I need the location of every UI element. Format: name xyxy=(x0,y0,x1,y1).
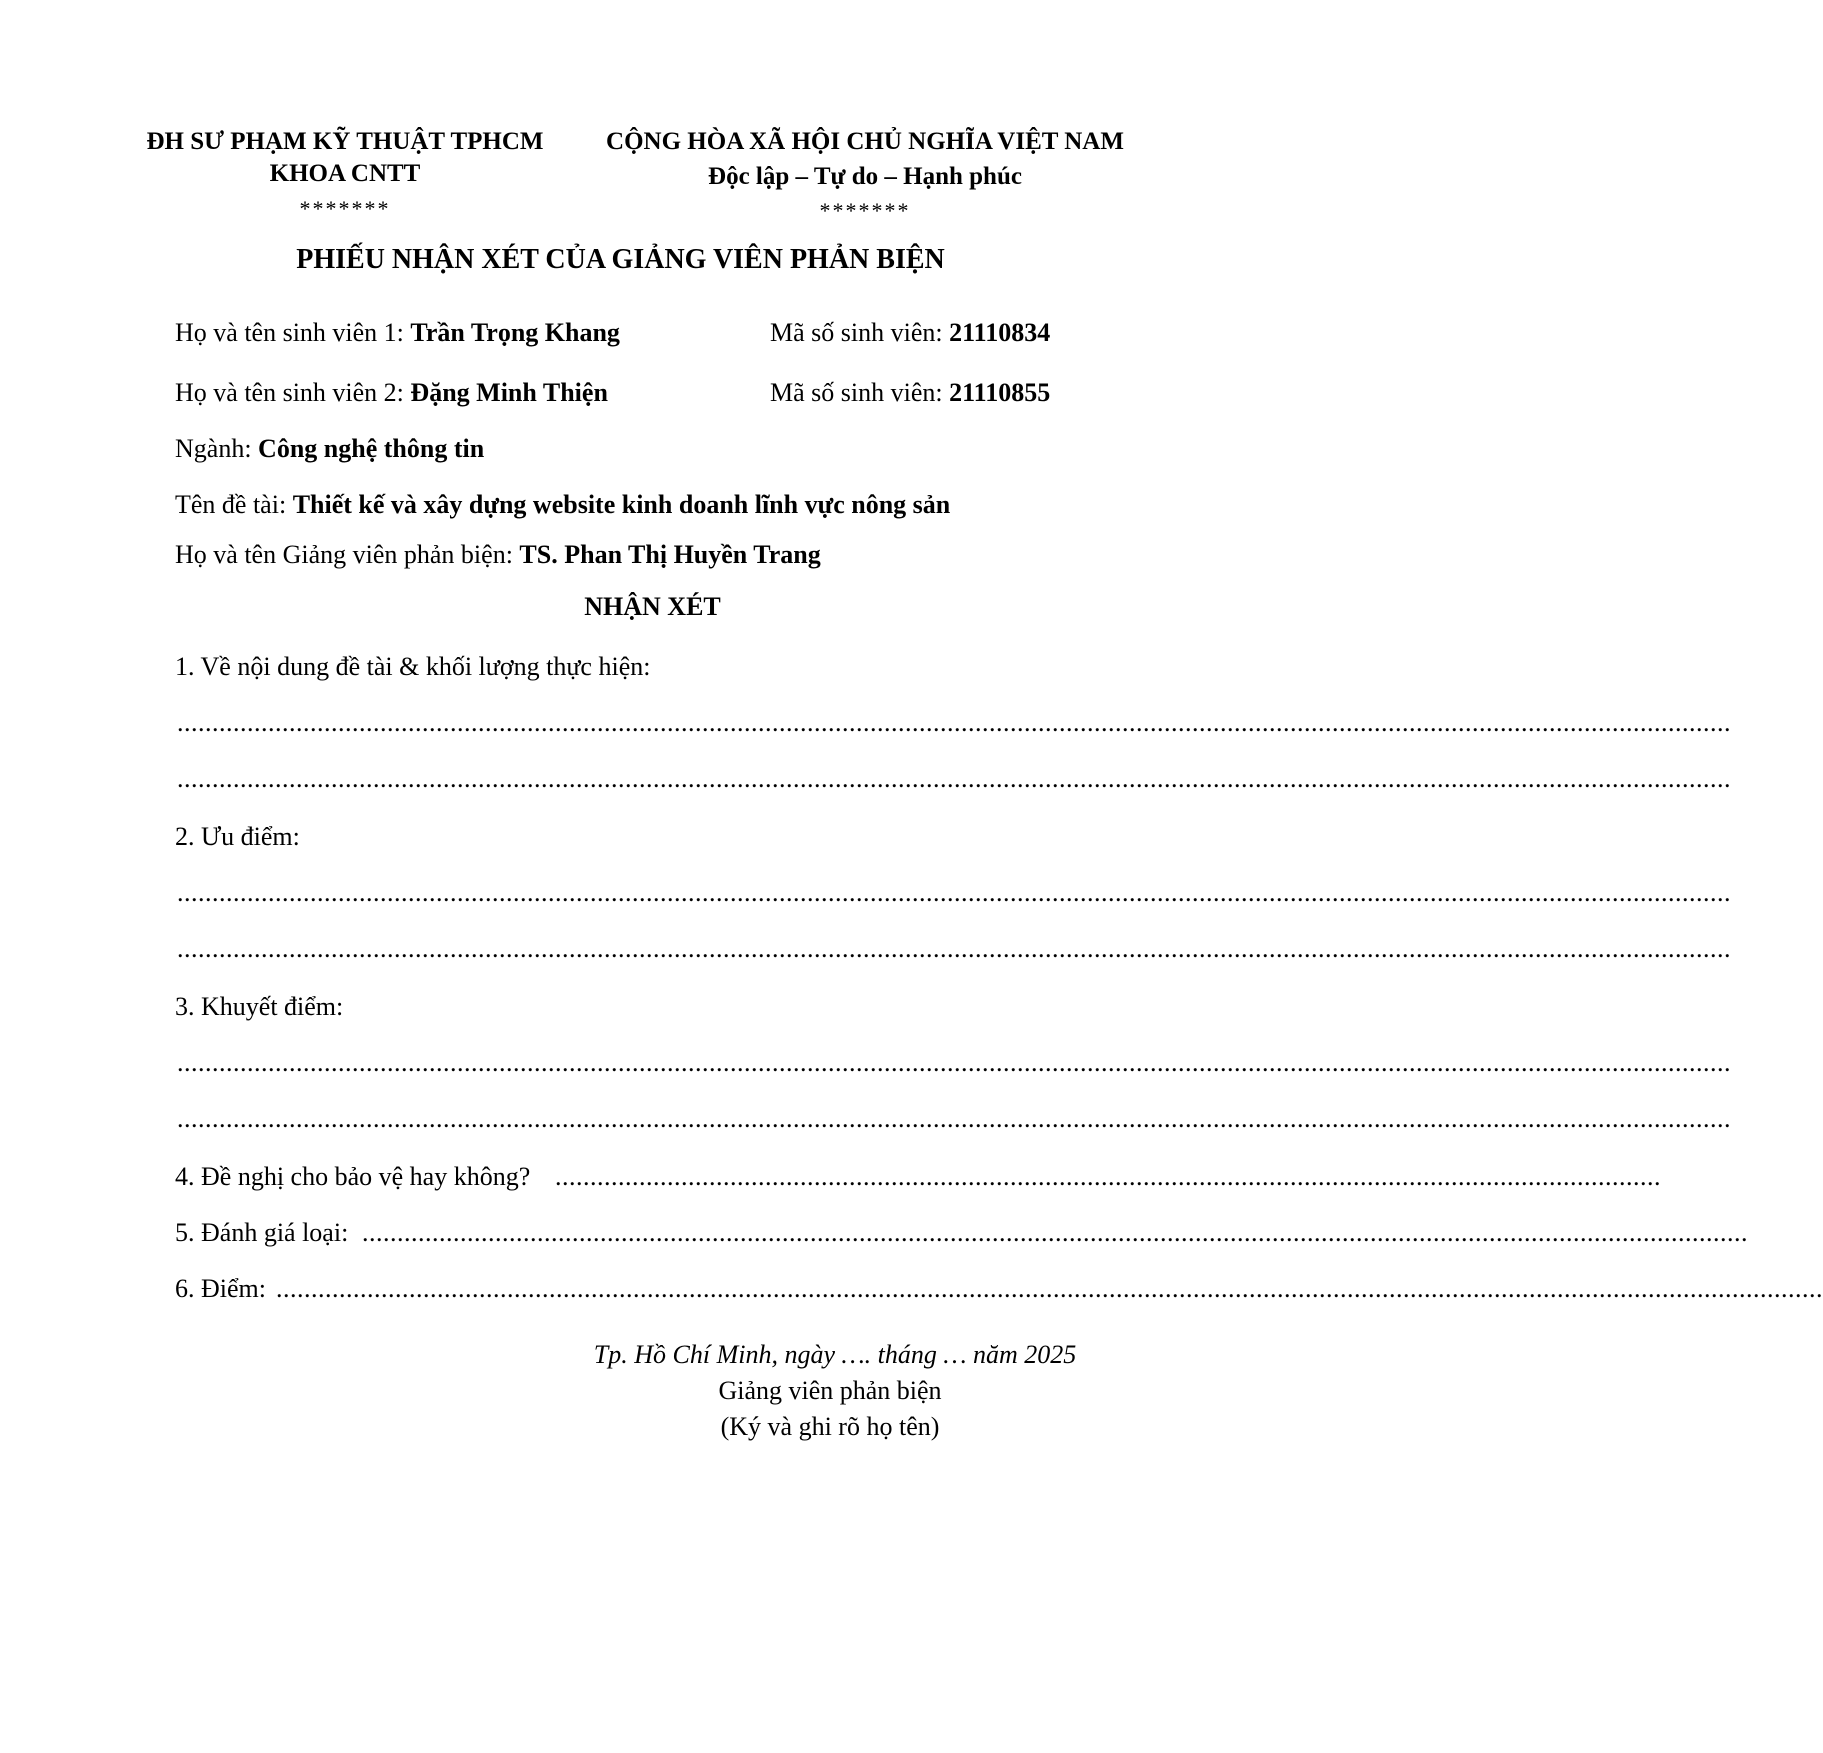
university-name: ĐH SƯ PHẠM KỸ THUẬT TPHCM xyxy=(146,128,544,155)
student-2-id-label: Mã số sinh viên: xyxy=(770,378,943,407)
student-2-name: Đặng Minh Thiện xyxy=(410,378,608,407)
student-1-id: 21110834 xyxy=(949,318,1051,347)
reviewer-row xyxy=(175,540,821,570)
answer-1-line-1[interactable]: .............................................................................................................................................................................................................................. xyxy=(177,708,1731,737)
student-2-name-label: Họ và tên sinh viên 2: xyxy=(175,378,404,407)
answer-3-line-2[interactable]: .............................................................................................................................................................................................................................. xyxy=(177,1104,1731,1133)
national-motto: Độc lập – Tự do – Hạnh phúc xyxy=(708,163,1022,190)
student-1-name-label: Họ và tên sinh viên 1: xyxy=(175,318,404,347)
reviewer-label: Họ và tên Giảng viên phản biện: xyxy=(175,540,513,569)
signer-title: Giảng viên phản biện xyxy=(718,1376,942,1405)
topic-row xyxy=(175,490,950,520)
signature-note: (Ký và ghi rõ họ tên) xyxy=(720,1412,940,1441)
date-line: Tp. Hồ Chí Minh, ngày …. tháng … năm 2025 xyxy=(593,1340,1077,1369)
major-row xyxy=(175,434,484,464)
answer-1-line-2[interactable]: .............................................................................................................................................................................................................................. xyxy=(177,764,1731,793)
question-3-label: 3. Khuyết điểm: xyxy=(175,992,344,1021)
reviewer-value: TS. Phan Thị Huyền Trang xyxy=(519,540,821,569)
question-4-label: 4. Đề nghị cho bảo vệ hay không? xyxy=(175,1162,531,1191)
question-2-label: 2. Ưu điểm: xyxy=(175,822,300,851)
student-1-name: Trần Trọng Khang xyxy=(410,318,620,347)
student-2-id: 21110855 xyxy=(949,378,1051,407)
topic-value: Thiết kế và xây dựng website kinh doanh lĩnh vực nông sản xyxy=(292,490,951,519)
question-6-label: 6. Điểm: xyxy=(175,1274,266,1303)
right-stars: ******* xyxy=(819,198,911,223)
answer-5-line[interactable]: ...................................................................................................................................................................................................... xyxy=(362,1218,1748,1247)
left-stars: ******* xyxy=(299,196,391,221)
faculty-name: KHOA CNTT xyxy=(269,160,421,187)
student-1-id-row xyxy=(770,318,1050,348)
section-title: NHẬN XÉT xyxy=(584,592,721,621)
question-5-label: 5. Đánh giá loại: xyxy=(175,1218,349,1247)
answer-3-line-1[interactable]: .............................................................................................................................................................................................................................. xyxy=(177,1048,1731,1077)
answer-2-line-1[interactable]: .............................................................................................................................................................................................................................. xyxy=(177,878,1731,907)
form-title: PHIẾU NHẬN XÉT CỦA GIẢNG VIÊN PHẢN BIỆN xyxy=(296,244,945,275)
country-name: CỘNG HÒA XÃ HỘI CHỦ NGHĨA VIỆT NAM xyxy=(606,128,1124,155)
answer-6-line[interactable]: ............................................................................................................................................................................................................................. xyxy=(276,1274,1823,1303)
major-value: Công nghệ thông tin xyxy=(258,434,485,463)
student-1-row xyxy=(175,318,620,348)
answer-2-line-2[interactable]: .............................................................................................................................................................................................................................. xyxy=(177,934,1731,963)
answer-4-line[interactable]: .............................................................................................................................................................. xyxy=(555,1162,1661,1191)
major-label: Ngành: xyxy=(175,434,252,463)
student-2-id-row xyxy=(770,378,1050,408)
student-1-id-label: Mã số sinh viên: xyxy=(770,318,943,347)
topic-label: Tên đề tài: xyxy=(175,490,287,519)
question-1-label: 1. Về nội dung đề tài & khối lượng thực hiện: xyxy=(175,652,651,681)
student-2-row xyxy=(175,378,608,408)
